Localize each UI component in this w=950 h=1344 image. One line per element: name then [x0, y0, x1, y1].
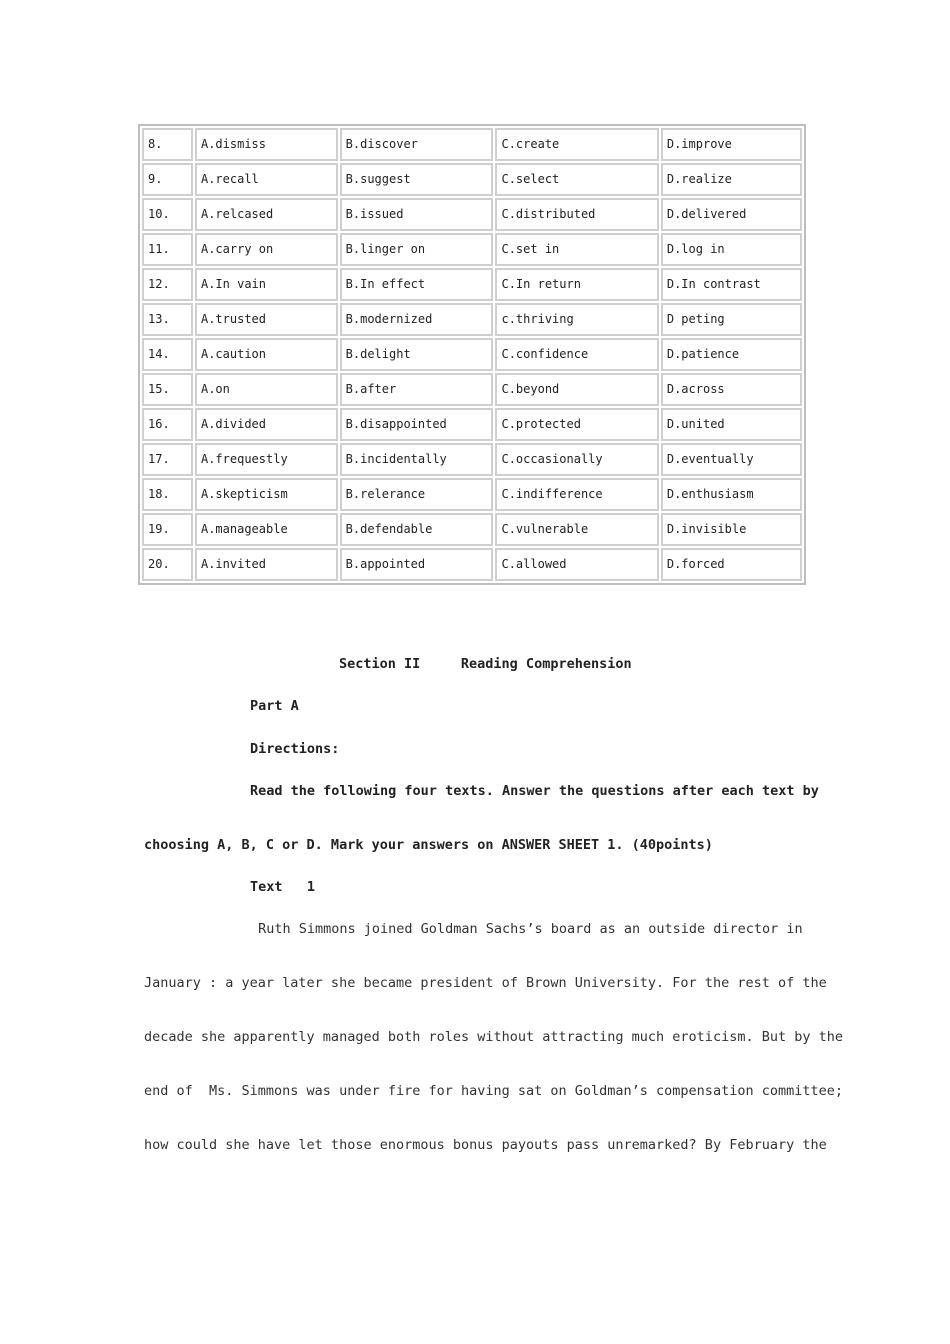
option-a-cell: A.In vain: [195, 268, 338, 301]
passage-line-3: decade she apparently managed both roles without attracting much eroticism. But by the: [144, 1029, 843, 1045]
option-b-cell: B.In effect: [340, 268, 494, 301]
table-row: [142, 163, 802, 196]
option-c-cell: C.allowed: [495, 548, 658, 581]
table-row: [142, 303, 802, 336]
option-d-cell: D.delivered: [661, 198, 802, 231]
option-b-cell: B.incidentally: [340, 443, 494, 476]
option-c-cell: C.protected: [495, 408, 658, 441]
option-c-cell: C.In return: [495, 268, 658, 301]
question-number-cell: 18.: [142, 478, 193, 511]
text-label: Text 1: [250, 879, 316, 895]
table-row: [142, 443, 802, 476]
vocabulary-options-table: [138, 124, 806, 585]
option-b-cell: B.disappointed: [340, 408, 494, 441]
option-a-cell: A.invited: [195, 548, 338, 581]
option-a-cell: A.caution: [195, 338, 338, 371]
option-d-cell: D.patience: [661, 338, 802, 371]
question-number-cell: 12.: [142, 268, 193, 301]
question-number-cell: 13.: [142, 303, 193, 336]
part-label: Part A: [250, 698, 299, 714]
instructions-line-1: Read the following four texts. Answer the questions after each text by: [250, 783, 819, 799]
table-row: [142, 513, 802, 546]
table-row: [142, 408, 802, 441]
option-a-cell: A.relcased: [195, 198, 338, 231]
passage-line-5: how could she have let those enormous bonus payouts pass unremarked? By February the: [144, 1137, 827, 1153]
table-row: [142, 233, 802, 266]
instructions-line-2: choosing A, B, C or D. Mark your answers on ANSWER SHEET 1. (40points): [144, 837, 713, 853]
option-d-cell: D.united: [661, 408, 802, 441]
option-a-cell: A.manageable: [195, 513, 338, 546]
option-c-cell: C.select: [495, 163, 658, 196]
option-b-cell: B.defendable: [340, 513, 494, 546]
passage-line-1: Ruth Simmons joined Goldman Sachs’s board as an outside director in: [250, 921, 803, 937]
option-c-cell: C.set in: [495, 233, 658, 266]
passage-line-2: January : a year later she became president of Brown University. For the rest of the: [144, 975, 827, 991]
table-row: [142, 478, 802, 511]
option-a-cell: A.on: [195, 373, 338, 406]
table-row: [142, 373, 802, 406]
option-c-cell: C.occasionally: [495, 443, 658, 476]
option-c-cell: C.indifference: [495, 478, 658, 511]
option-a-cell: A.skepticism: [195, 478, 338, 511]
option-a-cell: A.trusted: [195, 303, 338, 336]
option-b-cell: B.issued: [340, 198, 494, 231]
question-number-cell: 14.: [142, 338, 193, 371]
options-table-body: [142, 128, 802, 581]
table-row: [142, 268, 802, 301]
option-a-cell: A.recall: [195, 163, 338, 196]
question-number-cell: 10.: [142, 198, 193, 231]
option-c-cell: C.vulnerable: [495, 513, 658, 546]
option-a-cell: A.divided: [195, 408, 338, 441]
table-row: [142, 128, 802, 161]
option-c-cell: C.create: [495, 128, 658, 161]
table-row: [142, 198, 802, 231]
option-d-cell: D.improve: [661, 128, 802, 161]
option-d-cell: D peting: [661, 303, 802, 336]
option-d-cell: D.forced: [661, 548, 802, 581]
option-d-cell: D.across: [661, 373, 802, 406]
question-number-cell: 16.: [142, 408, 193, 441]
option-d-cell: D.realize: [661, 163, 802, 196]
table-row: [142, 548, 802, 581]
option-b-cell: B.after: [340, 373, 494, 406]
question-number-cell: 11.: [142, 233, 193, 266]
question-number-cell: 8.: [142, 128, 193, 161]
option-a-cell: A.carry on: [195, 233, 338, 266]
option-b-cell: B.linger on: [340, 233, 494, 266]
directions-label: Directions:: [250, 741, 340, 757]
option-b-cell: B.discover: [340, 128, 494, 161]
question-number-cell: 17.: [142, 443, 193, 476]
option-b-cell: B.modernized: [340, 303, 494, 336]
option-a-cell: A.dismiss: [195, 128, 338, 161]
option-d-cell: D.enthusiasm: [661, 478, 802, 511]
option-d-cell: D.In contrast: [661, 268, 802, 301]
table-row: [142, 338, 802, 371]
option-c-cell: C.distributed: [495, 198, 658, 231]
option-c-cell: C.beyond: [495, 373, 658, 406]
passage-line-4: end of Ms. Simmons was under fire for having sat on Goldman’s compensation committee;: [144, 1083, 843, 1099]
option-c-cell: c.thriving: [495, 303, 658, 336]
option-b-cell: B.relerance: [340, 478, 494, 511]
question-number-cell: 19.: [142, 513, 193, 546]
option-b-cell: B.suggest: [340, 163, 494, 196]
question-number-cell: 15.: [142, 373, 193, 406]
option-b-cell: B.delight: [340, 338, 494, 371]
option-c-cell: C.confidence: [495, 338, 658, 371]
option-d-cell: D.log in: [661, 233, 802, 266]
option-d-cell: D.invisible: [661, 513, 802, 546]
section-title: Section II Reading Comprehension: [339, 656, 632, 672]
option-a-cell: A.frequestly: [195, 443, 338, 476]
question-number-cell: 9.: [142, 163, 193, 196]
option-d-cell: D.eventually: [661, 443, 802, 476]
question-number-cell: 20.: [142, 548, 193, 581]
option-b-cell: B.appointed: [340, 548, 494, 581]
